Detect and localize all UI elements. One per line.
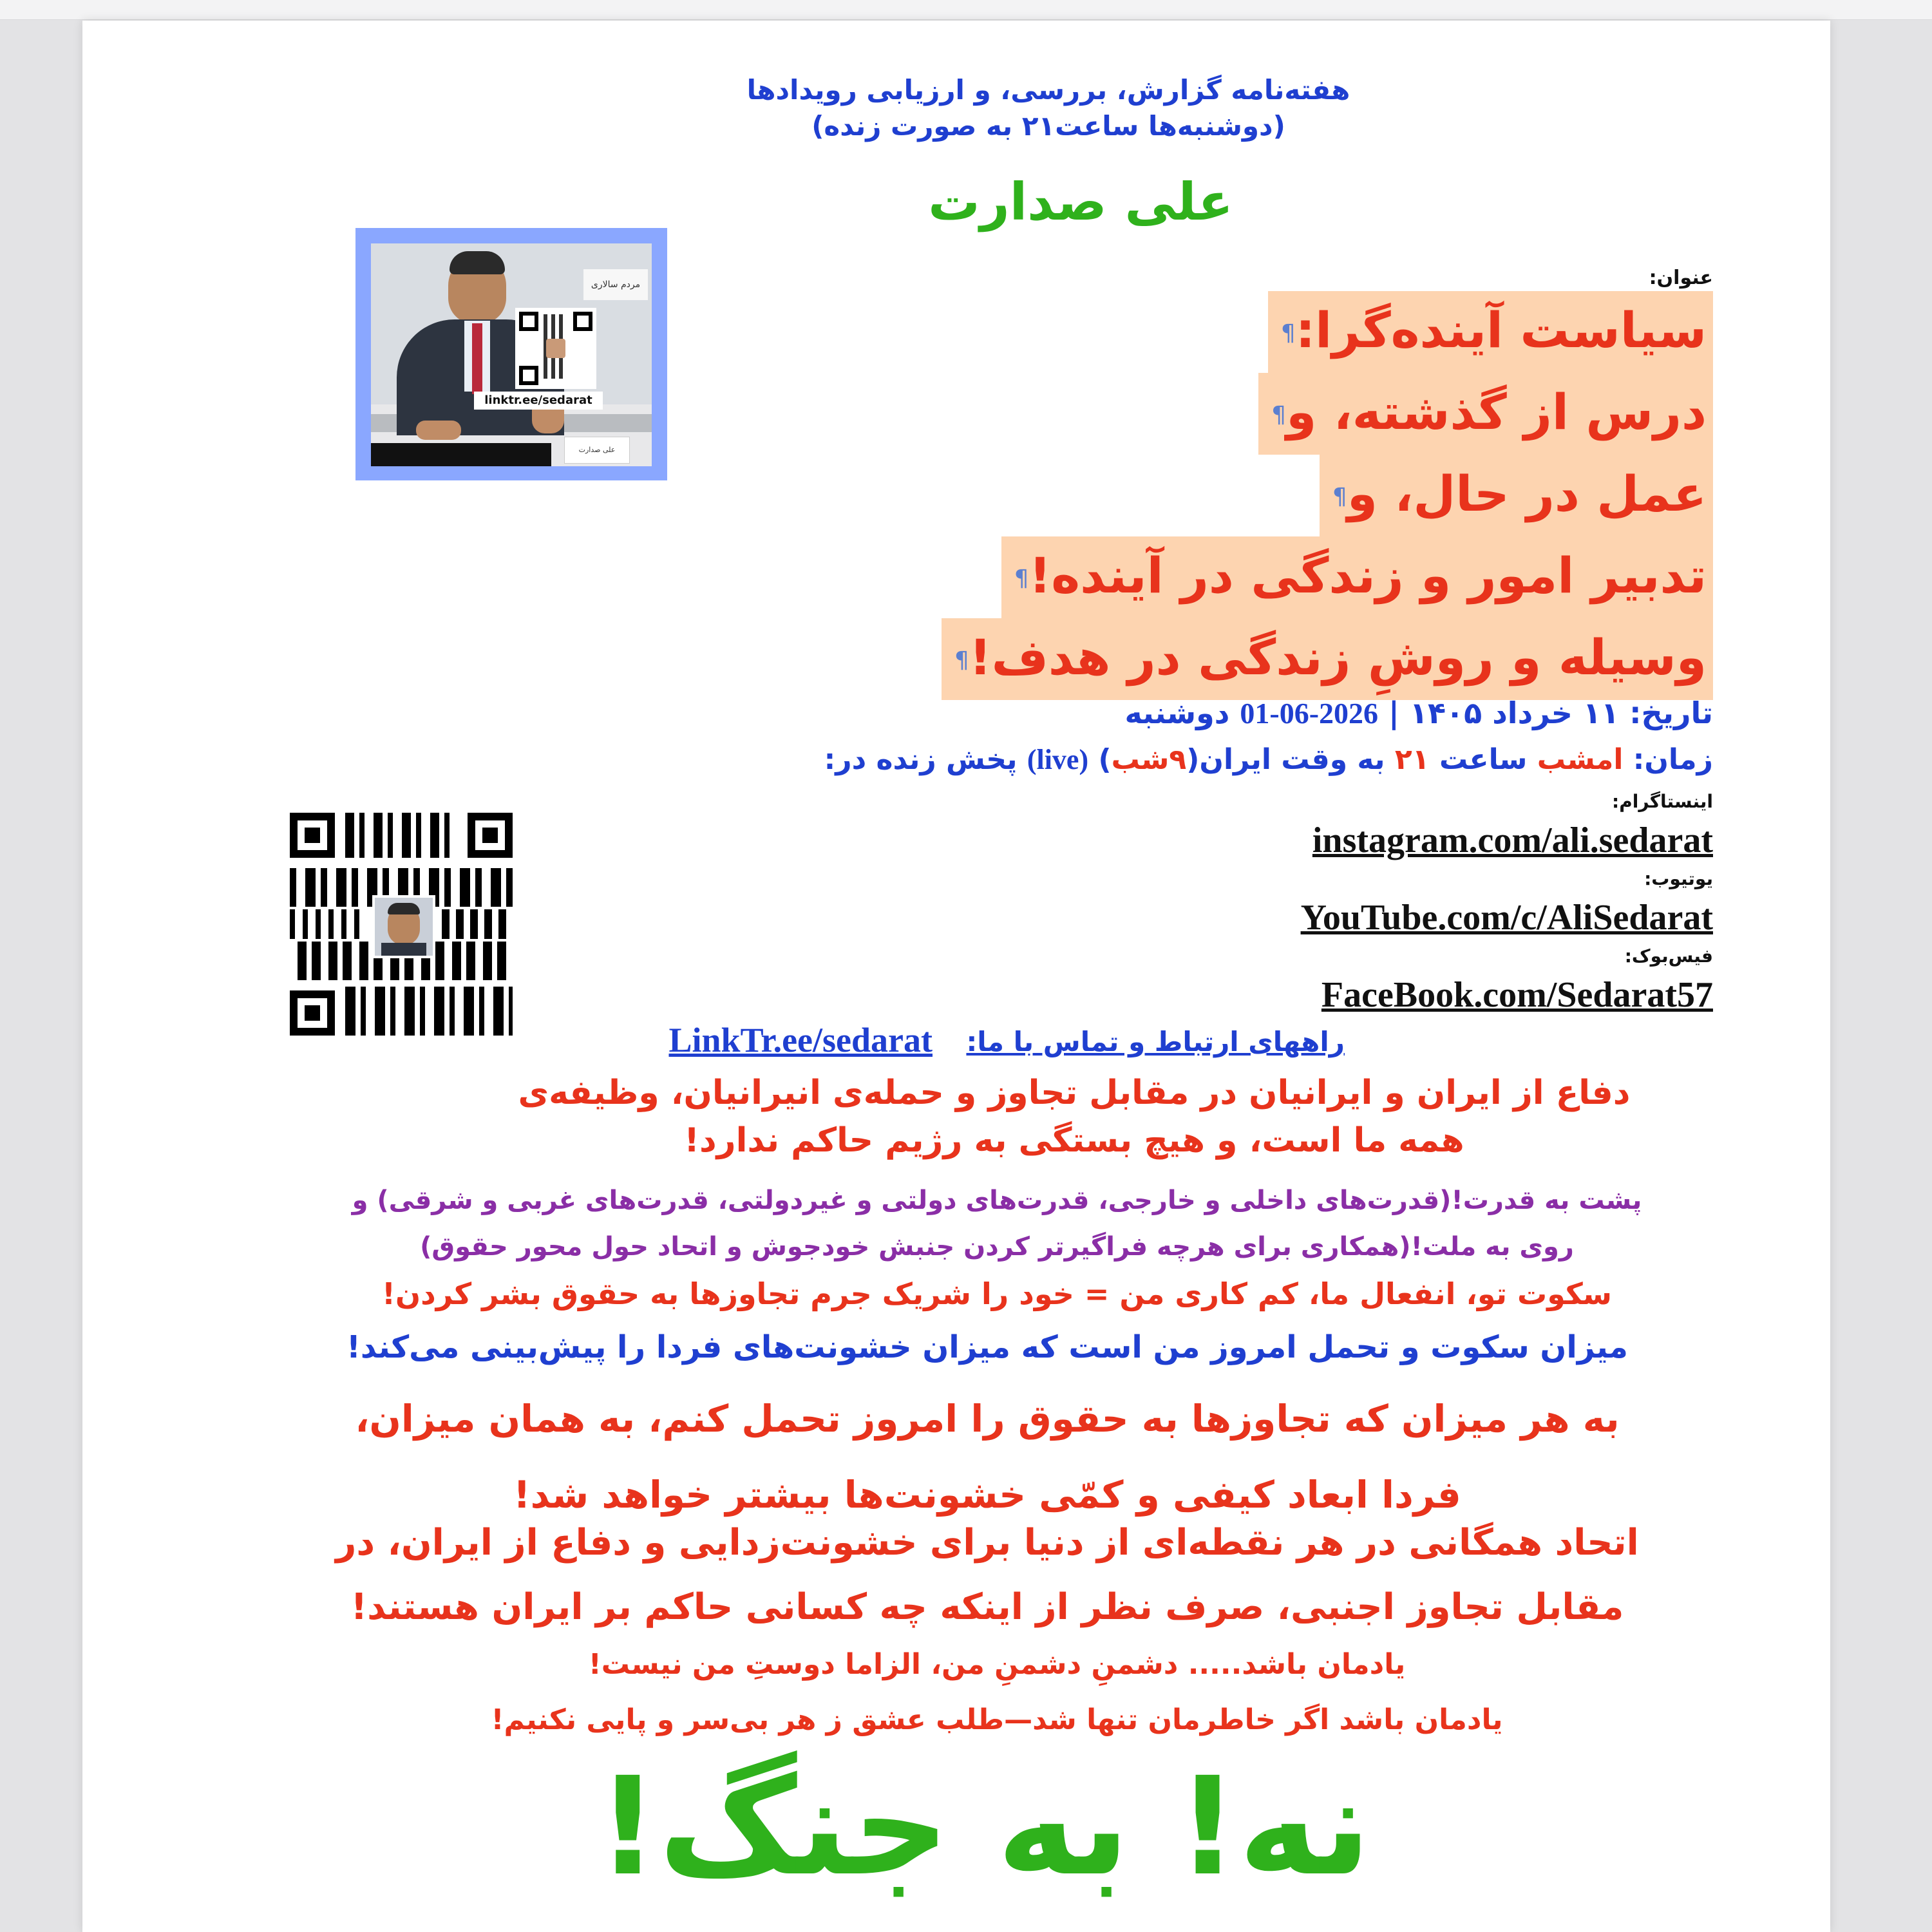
topic-line-2: درس از گذشته، و¶ xyxy=(1258,373,1713,455)
time-iran: به وقت ایران( xyxy=(1186,743,1385,776)
linktree-qr-code[interactable] xyxy=(290,813,513,1036)
topic-line-1: سیاست آینده‌گرا:¶ xyxy=(1268,291,1713,373)
extent-line-2: فردا ابعاد کیفی و کمّی خشونت‌ها بیشتر خواهد شد! xyxy=(513,1473,1461,1517)
facebook-link[interactable]: FaceBook.com/Sedarat57 xyxy=(1321,975,1713,1015)
topic-block xyxy=(868,291,1713,700)
defense-paragraph xyxy=(443,1069,1705,1164)
youtube-label: یوتیوب: xyxy=(1644,868,1713,889)
date-separator: | xyxy=(1388,696,1399,730)
date-shamsi: ۱۱ خرداد ۱۴۰۵ xyxy=(1409,696,1620,730)
topic-line-5: وسیله و روشِ زندگی در هدف!¶ xyxy=(942,618,1713,700)
time-live: (live) xyxy=(1027,744,1089,775)
remember-line-1: یادمان باشد..... دشمنِ دشمنِ من، الزاما دوستِ من نیست! xyxy=(588,1648,1406,1681)
instagram-link[interactable]: instagram.com/ali.sedarat xyxy=(1312,820,1713,860)
remember-paragraph xyxy=(276,1637,1718,1748)
extent-paragraph xyxy=(250,1381,1725,1533)
topic-line-4: تدبیر امور و زندگی در آینده!¶ xyxy=(1001,536,1713,618)
author-photo-frame xyxy=(355,228,667,480)
viewer-top-bar xyxy=(0,0,1932,20)
date-label: تاریخ: xyxy=(1629,696,1713,730)
newsletter-title-line1: هفته‌نامه گزارش، بررسی، و ارزیابی رویدادها xyxy=(746,74,1350,106)
time-hour-pm: ۹شب xyxy=(1111,743,1187,776)
time-hour-word: ساعت xyxy=(1439,743,1528,776)
unity-line-1: اتحاد همگانی در هر نقطه‌ای از دنیا برای خشونت‌زدایی و دفاع از ایران، در xyxy=(336,1522,1639,1564)
time-tonight: امشب xyxy=(1537,743,1624,776)
time-line: زمان: امشب ساعت ۲۱ به وقت ایران(۹شب) (live) پخش زنده در: xyxy=(824,743,1713,776)
qr-center-avatar xyxy=(372,895,435,958)
power-line-1: پشت به قدرت!(قدرت‌های داخلی و خارجی، قدرت‌های دولتی و غیردولتی، قدرت‌های غربی و شرقی) و xyxy=(352,1186,1642,1215)
defense-line-2: همه ما است، و هیچ بستگی به رژیم حاکم ندارد! xyxy=(684,1121,1464,1160)
silence-statement: سکوت تو، انفعال ما، کم کاری من = خود را شریک جرم تجاوزها به حقوق بشر کردن! xyxy=(381,1276,1613,1311)
author-name: علی صدارت xyxy=(928,172,1233,232)
photo-link-caption: linktr.ee/sedarat xyxy=(474,392,603,410)
instagram-label: اینستاگرام: xyxy=(1612,791,1713,812)
date-line xyxy=(791,692,1713,735)
time-label: زمان: xyxy=(1633,743,1713,776)
tolerance-statement: میزان سکوت و تحمل امروز من است که میزان خشونت‌های فردا را پیش‌بینی می‌کند! xyxy=(346,1329,1629,1365)
photo-nameplate: علی صدارت xyxy=(564,437,630,464)
author-photo xyxy=(371,243,652,466)
newsletter-title-line2: (دوشنبه‌ها ساعت۲۱ به صورت زنده) xyxy=(811,110,1285,142)
unity-line-2: مقابل تجاوز اجنبی، صرف نظر از اینکه چه کسانی حاکم بر ایران هستند! xyxy=(350,1586,1624,1628)
photo-qr-code xyxy=(515,308,596,389)
facebook-label: فیس‌بوک: xyxy=(1624,945,1713,967)
person-tie xyxy=(472,323,482,394)
newsletter-title xyxy=(598,72,1499,144)
unity-paragraph xyxy=(250,1511,1725,1640)
power-line-2: روی به ملت!(همکاری برای هرچه فراگیرتر کردن جنبش خودجوش و اتحاد حول محور حقوق) xyxy=(420,1232,1574,1262)
date-gregorian: 2026-06-01 xyxy=(1240,697,1379,730)
time-hour: ۲۱ xyxy=(1394,743,1430,776)
contact-label: راههای ارتباط و تماس با ما: xyxy=(966,1026,1345,1057)
topic-line-3: عمل در حال، و¶ xyxy=(1320,455,1713,536)
no-to-war-slogan: نه! به جنگ! xyxy=(596,1748,1372,1906)
youtube-link[interactable]: YouTube.com/c/AliSedarat xyxy=(1300,898,1713,938)
topic-label: عنوان: xyxy=(1649,267,1713,289)
linktree-link[interactable]: LinkTr.ee/sedarat xyxy=(668,1021,933,1059)
defense-line-1: دفاع از ایران و ایرانیان در مقابل تجاوز و حمله‌ی انیرانیان، وظیفه‌ی xyxy=(518,1074,1631,1112)
time-broadcast: پخش زنده در: xyxy=(824,743,1018,776)
document-page xyxy=(82,21,1830,1932)
extent-line-1: به هر میزان که تجاوزها به حقوق را امروز تحمل کنم، به همان میزان، xyxy=(355,1397,1620,1441)
power-paragraph xyxy=(276,1177,1718,1270)
remember-line-2: یادمان باشد اگر خاطرمان تنها شد—طلب عشق ز هر بی‌سر و پایی نکنیم! xyxy=(491,1703,1503,1736)
photo-sign: مردم سالاری xyxy=(583,269,648,300)
date-weekday: دوشنبه xyxy=(1124,696,1230,730)
